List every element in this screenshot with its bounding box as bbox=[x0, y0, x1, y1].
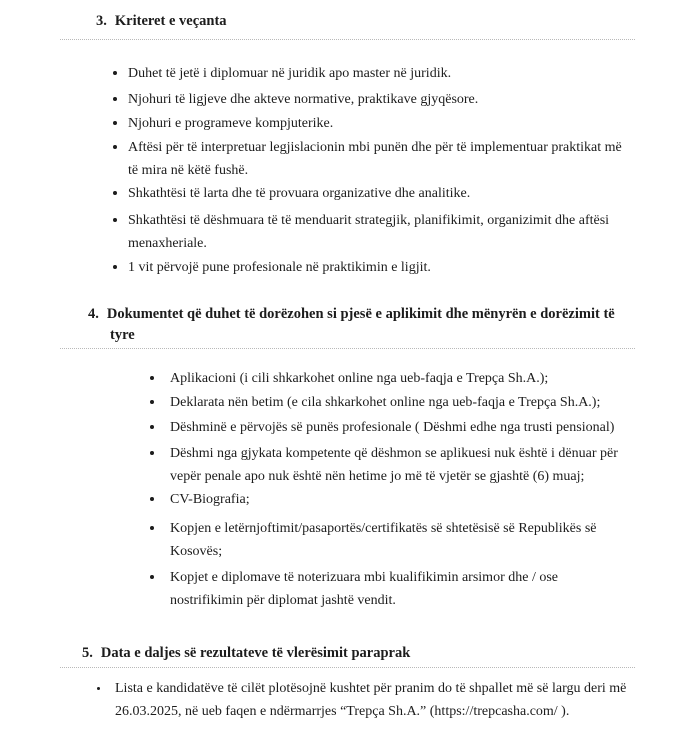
list-item: Shkathtësi të larta dhe të provuara organizative dhe analitike. bbox=[128, 186, 471, 201]
list-item: Lista e kandidatëve të cilët plotësojnë kushtet për pranim do të shpallet më së largu deri më 26.03.2025, në ueb faqen e ndërmarrjes “Trepça Sh.A.” (https://trepcasha.com/ ). bbox=[115, 681, 627, 719]
section-heading bbox=[88, 304, 615, 324]
bullet-icon bbox=[150, 425, 154, 429]
bullet-icon bbox=[97, 687, 100, 690]
list-item: Dëshminë e përvojës së punës profesionale ( Dëshmi edhe nga trusti pensional) bbox=[170, 420, 615, 435]
section-title: Kriteret e veçanta bbox=[114, 13, 227, 29]
list-item: Kopjet e diplomave të noterizuara mbi kualifikimin arsimor dhe / ose nostrifikimin për diplomat jashtë vendit. bbox=[170, 570, 559, 608]
bullet-icon bbox=[113, 191, 117, 195]
dotted-divider bbox=[60, 348, 635, 349]
section-number: 4. bbox=[88, 306, 99, 322]
section-title: Dokumentet që duhet të dorëzohen si pjesë e aplikimit dhe mënyrën e dorëzimit të bbox=[106, 306, 615, 322]
list-item: Njohuri të ligjeve dhe akteve normative, praktikave gjyqësore. bbox=[128, 92, 479, 107]
bullet-icon bbox=[150, 526, 154, 530]
list-item: Kopjen e letërnjoftimit/pasaportës/certifikatës së shtetësisë së Republikës së Kosovës; bbox=[170, 521, 597, 559]
list-item: 1 vit përvojë pune profesionale në praktikimin e ligjit. bbox=[128, 260, 431, 275]
dotted-divider bbox=[60, 39, 635, 40]
section-title-continuation: tyre bbox=[110, 327, 135, 343]
bullet-icon bbox=[150, 400, 154, 404]
bullet-icon bbox=[113, 121, 117, 125]
bullet-icon bbox=[150, 575, 154, 579]
bullet-icon bbox=[113, 218, 117, 222]
section-heading bbox=[96, 11, 227, 31]
list-item: CV-Biografia; bbox=[170, 492, 250, 507]
list-item: Shkathtësi të dëshmuara të të menduarit strategjik, planifikimit, organizimit dhe aftësi menaxheriale. bbox=[128, 213, 610, 251]
bullet-icon bbox=[113, 71, 117, 75]
list-item: Dëshmi nga gjykata kompetente që dëshmon se aplikuesi nuk është i dënuar për vepër penale apo nuk është nën hetime jo më të vjetër se gjashtë (6) muaj; bbox=[170, 446, 618, 484]
list-item: Duhet të jetë i diplomuar në juridik apo master në juridik. bbox=[128, 66, 452, 81]
section-number: 3. bbox=[96, 13, 107, 29]
bullet-icon bbox=[150, 451, 154, 455]
section-number: 5. bbox=[82, 645, 93, 661]
list-item: Aftësi për të interpretuar legjislacionin mbi punën dhe për të implementuar praktikat më të mira në këtë fushë. bbox=[128, 140, 622, 178]
bullet-icon bbox=[113, 265, 117, 269]
bullet-icon bbox=[150, 497, 154, 501]
list-item: Aplikacioni (i cili shkarkohet online nga ueb-faqja e Trepça Sh.A.); bbox=[170, 371, 549, 386]
section-title: Data e daljes së rezultateve të vlerësimit paraprak bbox=[100, 645, 411, 661]
section-heading bbox=[82, 643, 410, 663]
bullet-icon bbox=[150, 376, 154, 380]
list-item: Njohuri e programeve kompjuterike. bbox=[128, 116, 334, 131]
bullet-icon bbox=[113, 145, 117, 149]
bullet-icon bbox=[113, 97, 117, 101]
dotted-divider bbox=[60, 667, 635, 668]
list-item: Deklarata nën betim (e cila shkarkohet online nga ueb-faqja e Trepça Sh.A.); bbox=[170, 395, 601, 410]
